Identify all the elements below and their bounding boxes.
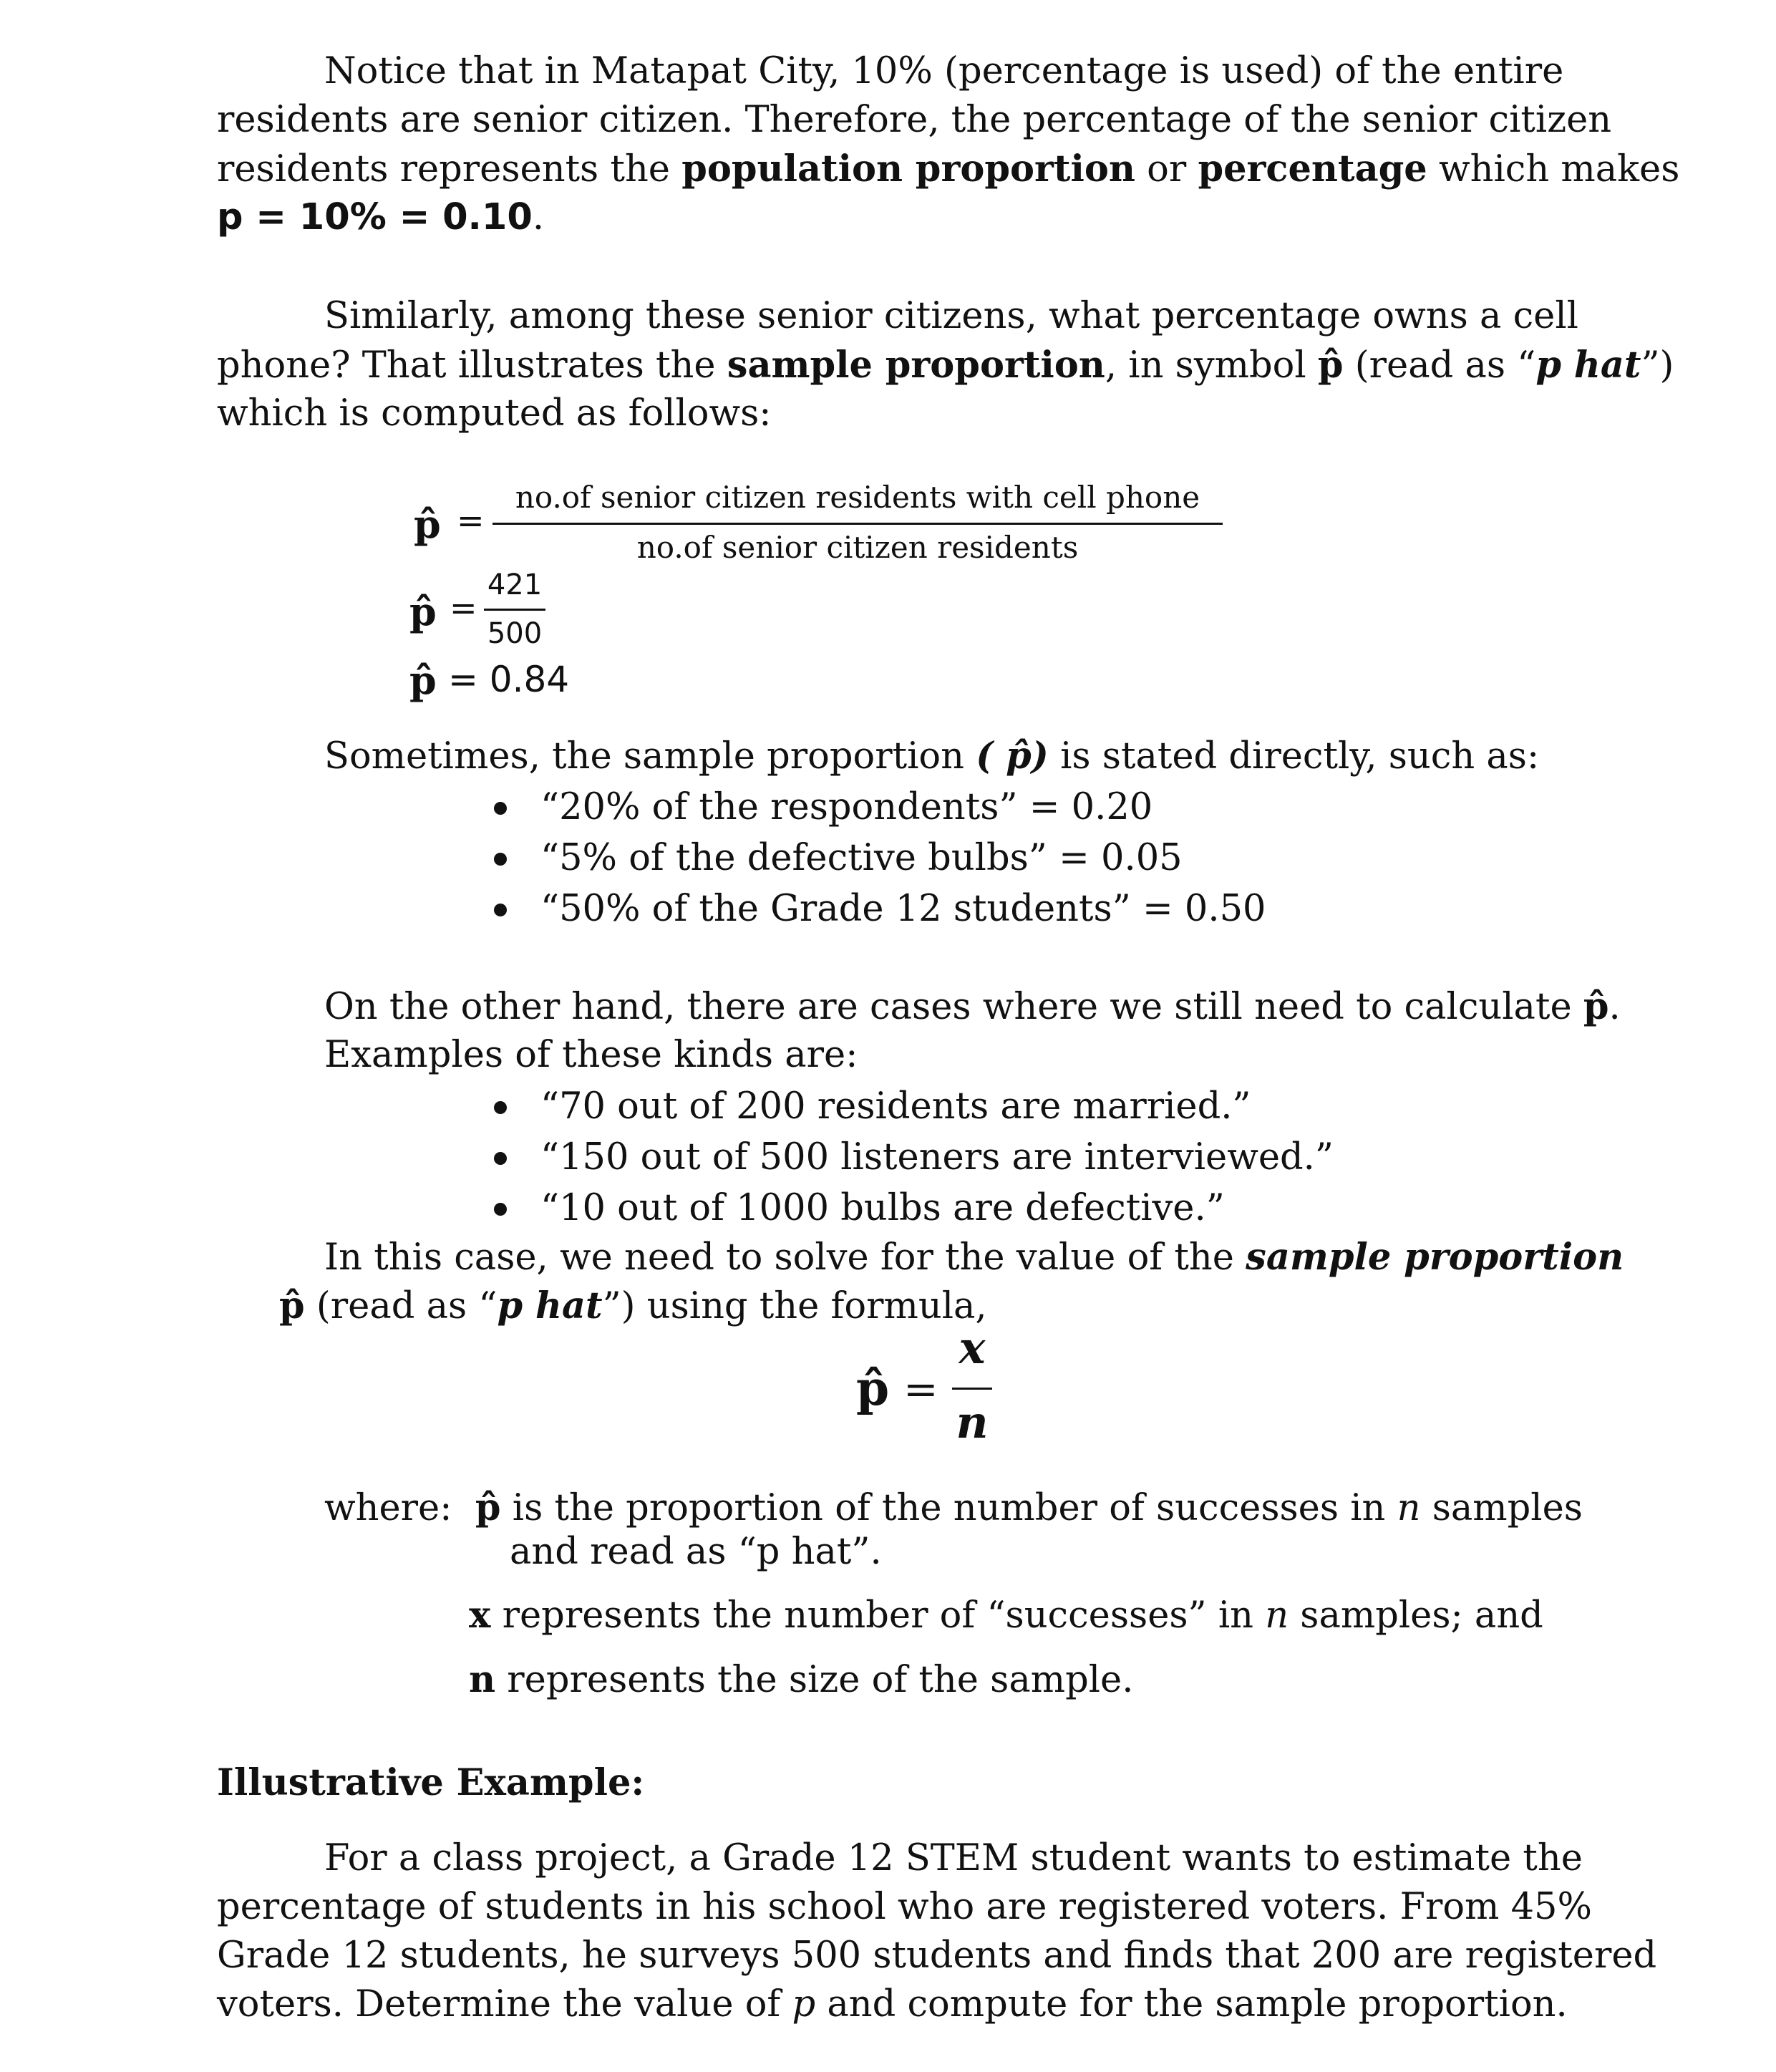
- formula1-denominator: no.of senior citizen residents: [636, 530, 1079, 565]
- formula2-n: n: [956, 1396, 989, 1448]
- where-line3: [469, 1594, 1543, 1637]
- sample-proportion-term: sample proportion: [727, 344, 1105, 387]
- where-line2: and read as “p hat”.: [510, 1531, 882, 1573]
- where-x-bold: x: [469, 1594, 491, 1637]
- list-item: “20% of the respondents” = 0.20: [487, 782, 1266, 833]
- p-hat-term: p hat: [1535, 344, 1641, 387]
- formula1-phat-2: p̂: [409, 589, 437, 634]
- where-def1b: samples: [1420, 1487, 1583, 1529]
- p2-close: ”): [1641, 344, 1674, 387]
- formula1-den-500: 500: [487, 617, 543, 650]
- formula1-eq-2: =: [450, 589, 477, 627]
- p4-phat-symbol: p̂: [1583, 985, 1609, 1028]
- calculate-examples-list: [487, 1081, 1334, 1234]
- where-line1: [324, 1486, 1583, 1529]
- formula1-num-421: 421: [487, 568, 543, 601]
- p2-line3: which is computed as follows:: [217, 392, 772, 435]
- where-def3: represents the size of the sample.: [495, 1659, 1134, 1701]
- p4-line2: Examples of these kinds are:: [324, 1034, 858, 1076]
- formula1-result: = 0.84: [448, 659, 570, 700]
- p5-line1: [324, 1236, 1624, 1279]
- p4-pre: On the other hand, there are cases where we still need to calculate: [324, 986, 1583, 1028]
- where-def2b: samples; and: [1289, 1594, 1543, 1637]
- list-item: “50% of the Grade 12 students” = 0.50: [487, 883, 1266, 934]
- p2-line2: [217, 344, 1674, 387]
- p4-end: .: [1608, 986, 1621, 1028]
- p5-phat-symbol: p̂: [279, 1284, 305, 1327]
- population-proportion-term: population proportion: [681, 147, 1135, 190]
- p4-line1: [324, 985, 1621, 1028]
- p1-line1: Notice that in Matapat City, 10% (percentage is used) of the entire: [324, 50, 1564, 92]
- formula2-eq: =: [903, 1365, 938, 1413]
- where-def2a: represents the number of “successes” in: [490, 1594, 1266, 1637]
- p5-line2-post: ”) using the formula,: [602, 1285, 987, 1327]
- p1-line3: [217, 147, 1680, 190]
- where-def1a: is the proportion of the number of successes in: [500, 1487, 1397, 1529]
- example-p-italic: p: [792, 1983, 816, 2025]
- p1-end: .: [532, 196, 545, 238]
- list-item: “5% of the defective bulbs” = 0.05: [487, 833, 1266, 883]
- example-line1: For a class project, a Grade 12 STEM student wants to estimate the: [324, 1837, 1583, 1879]
- p5-sample-proportion-term: sample proportion: [1246, 1236, 1624, 1279]
- formula2-phat: p̂: [856, 1360, 890, 1416]
- example-line4-post: and compute for the sample proportion.: [815, 1983, 1568, 2025]
- formula1-phat-3: p̂: [409, 657, 437, 703]
- formula1-numerator: no.of senior citizen residents with cell phone: [515, 480, 1200, 515]
- p3-intro: [324, 735, 1539, 778]
- example-line3: Grade 12 students, he surveys 500 students and finds that 200 are registered: [217, 1935, 1657, 1977]
- where-n-italic-2: n: [1265, 1594, 1289, 1637]
- example-line2: percentage of students in his school who are registered voters. From 45%: [217, 1886, 1592, 1928]
- formula2-fraction-bar: [952, 1388, 992, 1390]
- p3-phat-symbol: ( p̂): [976, 735, 1049, 778]
- p2-read-as: (read as “: [1343, 344, 1536, 387]
- list-item: “150 out of 500 listeners are interviewed.”: [487, 1132, 1334, 1183]
- p-value-equation: p = 10% = 0.10: [217, 196, 533, 238]
- where-line4: [469, 1658, 1133, 1701]
- formula1-eq-1: =: [457, 501, 485, 540]
- p1-line4: [217, 196, 544, 238]
- formula1-fraction-bar-2: [484, 609, 545, 611]
- p5-line1-pre: In this case, we need to solve for the value of the: [324, 1236, 1246, 1279]
- p5-p-hat-term: p hat: [497, 1284, 603, 1327]
- p2-line1: Similarly, among these senior citizens, what percentage owns a cell: [324, 295, 1578, 337]
- p2-line2-pre: phone? That illustrates the: [217, 344, 727, 387]
- p5-line2-mid: (read as “: [304, 1285, 498, 1327]
- p2-line2-mid: , in symbol: [1105, 344, 1318, 387]
- example-line4: [217, 1983, 1568, 2025]
- formula1-fraction-bar-1: [492, 523, 1223, 525]
- phat-symbol: p̂: [1317, 344, 1344, 387]
- p1-or: or: [1135, 148, 1198, 190]
- p1-line3-pre: residents represents the: [217, 148, 682, 190]
- p3-pre: Sometimes, the sample proportion: [324, 735, 976, 778]
- formula1-phat-1: p̂: [414, 501, 441, 547]
- where-phat-symbol: p̂: [475, 1486, 501, 1529]
- illustrative-example-heading: Illustrative Example:: [217, 1761, 645, 1804]
- where-n-italic-1: n: [1397, 1487, 1421, 1529]
- p1-line2: residents are senior citizen. Therefore, the percentage of the senior citizen: [217, 99, 1612, 141]
- formula2-x: x: [959, 1322, 986, 1374]
- where-n-bold: n: [469, 1658, 496, 1701]
- p1-line3-post: which makes: [1427, 148, 1680, 190]
- example-line4-pre: voters. Determine the value of: [217, 1983, 792, 2025]
- percentage-term: percentage: [1198, 147, 1427, 190]
- stated-directly-list: [487, 782, 1266, 934]
- list-item: “70 out of 200 residents are married.”: [487, 1081, 1334, 1132]
- list-item: “10 out of 1000 bulbs are defective.”: [487, 1183, 1334, 1234]
- p3-post: is stated directly, such as:: [1048, 735, 1540, 778]
- where-label: where:: [324, 1487, 452, 1529]
- p5-line2: [279, 1284, 987, 1327]
